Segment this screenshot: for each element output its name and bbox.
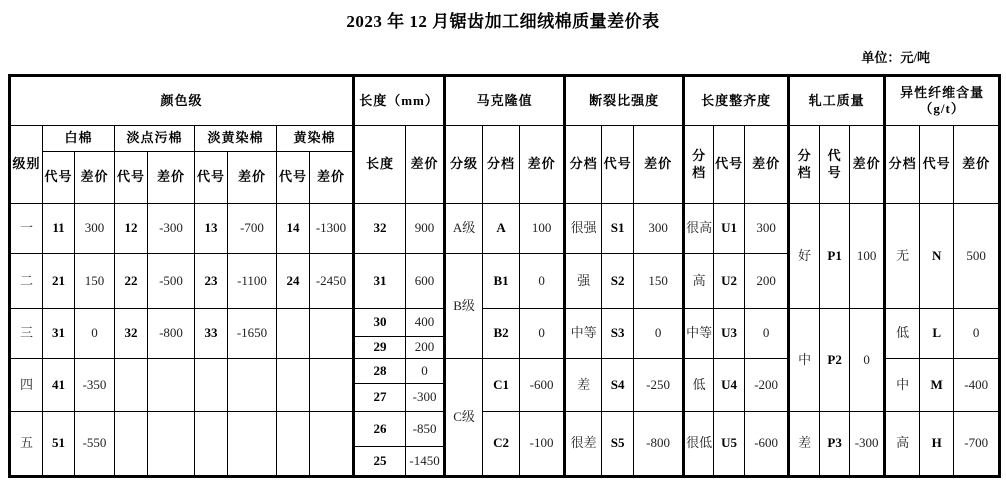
header-uniformity-diff: 差价 <box>745 126 789 204</box>
header-foreign-fiber-line1: 异性纤维含量 <box>900 84 985 100</box>
uniformity-tier-cell: 中等 <box>684 309 714 359</box>
spotted-code-cell <box>115 359 148 412</box>
length-diff-cell: 200 <box>406 337 445 359</box>
mic-class-cell: C级 <box>445 359 483 477</box>
foreign-tier-cell: 低 <box>885 309 920 359</box>
strength-tier-cell: 很强 <box>565 204 602 254</box>
spotted-code-cell: 12 <box>115 204 148 254</box>
header-yellow-cotton: 黄染棉 <box>277 126 354 152</box>
mic-tier-cell: C2 <box>483 412 520 477</box>
strength-code-cell: S5 <box>602 412 634 477</box>
light-yellow-diff-cell: -1650 <box>228 309 277 359</box>
ginning-code-cell: P2 <box>820 309 850 412</box>
yellow-diff-cell <box>310 359 354 412</box>
strength-diff-cell: 150 <box>634 254 684 309</box>
header-yellow-diff: 差价 <box>310 152 354 204</box>
yellow-code-cell: 14 <box>277 204 310 254</box>
header-ginning-diff: 差价 <box>850 126 885 204</box>
length-cell: 29 <box>354 337 406 359</box>
foreign-code-cell: L <box>920 309 954 359</box>
uniformity-code-cell: U2 <box>714 254 745 309</box>
grade-cell: 三 <box>10 309 43 359</box>
ginning-tier-cell: 中 <box>789 309 820 412</box>
mic-tier-cell: C1 <box>483 359 520 412</box>
foreign-code-cell: M <box>920 359 954 412</box>
length-cell: 26 <box>354 412 406 447</box>
foreign-tier-cell: 中 <box>885 359 920 412</box>
header-foreign-diff: 差价 <box>954 126 1000 204</box>
mic-tier-cell: B1 <box>483 254 520 309</box>
grade-cell: 一 <box>10 204 43 254</box>
length-diff-cell: 400 <box>406 309 445 337</box>
white-diff-cell: 0 <box>75 309 115 359</box>
yellow-code-cell <box>277 309 310 359</box>
uniformity-diff-cell: 0 <box>745 309 789 359</box>
header-grade: 级别 <box>10 126 43 204</box>
white-code-cell: 11 <box>43 204 75 254</box>
mic-class-cell: B级 <box>445 254 483 359</box>
white-code-cell: 31 <box>43 309 75 359</box>
spotted-diff-cell: -300 <box>148 204 195 254</box>
white-code-cell: 41 <box>43 359 75 412</box>
light-yellow-diff-cell: -1100 <box>228 254 277 309</box>
white-diff-cell: 300 <box>75 204 115 254</box>
foreign-diff-cell: -700 <box>954 412 1000 477</box>
strength-code-cell: S1 <box>602 204 634 254</box>
mic-tier-cell: A <box>483 204 520 254</box>
grade-cell: 二 <box>10 254 43 309</box>
header-strength-group: 断裂比强度 <box>565 76 684 126</box>
length-diff-cell: 0 <box>406 359 445 384</box>
spotted-code-cell: 32 <box>115 309 148 359</box>
uniformity-code-cell: U4 <box>714 359 745 412</box>
header-yellow-code: 代号 <box>277 152 310 204</box>
length-diff-cell: -300 <box>406 384 445 412</box>
header-ginning-tier: 分档 <box>789 126 820 204</box>
white-diff-cell: 150 <box>75 254 115 309</box>
header-uniformity-code: 代号 <box>714 126 745 204</box>
spotted-code-cell: 22 <box>115 254 148 309</box>
strength-diff-cell: 0 <box>634 309 684 359</box>
light-yellow-diff-cell <box>228 412 277 477</box>
spotted-diff-cell: -500 <box>148 254 195 309</box>
uniformity-diff-cell: -600 <box>745 412 789 477</box>
header-spotted-code: 代号 <box>115 152 148 204</box>
header-strength-code: 代号 <box>602 126 634 204</box>
header-foreign-fiber-group <box>885 76 1000 126</box>
strength-code-cell: S4 <box>602 359 634 412</box>
length-diff-cell: 900 <box>406 204 445 254</box>
header-length-diff: 差价 <box>406 126 445 204</box>
strength-tier-cell: 很差 <box>565 412 602 477</box>
ginning-diff-cell: 0 <box>850 309 885 412</box>
header-uniformity-tier: 分档 <box>684 126 714 204</box>
foreign-diff-cell: -400 <box>954 359 1000 412</box>
spotted-diff-cell <box>148 359 195 412</box>
header-uniformity-group: 长度整齐度 <box>684 76 789 126</box>
uniformity-code-cell: U1 <box>714 204 745 254</box>
length-diff-cell: -1450 <box>406 447 445 477</box>
length-diff-cell: 600 <box>406 254 445 309</box>
light-yellow-code-cell: 13 <box>195 204 228 254</box>
header-spotted-cotton: 淡点污棉 <box>115 126 195 152</box>
grade-cell: 四 <box>10 359 43 412</box>
mic-diff-cell: 0 <box>520 254 565 309</box>
spotted-diff-cell <box>148 412 195 477</box>
header-strength-diff: 差价 <box>634 126 684 204</box>
header-length: 长度 <box>354 126 406 204</box>
foreign-diff-cell: 0 <box>954 309 1000 359</box>
uniformity-tier-cell: 很高 <box>684 204 714 254</box>
uniformity-diff-cell: -200 <box>745 359 789 412</box>
yellow-diff-cell <box>310 412 354 477</box>
header-ginning-group: 轧工质量 <box>789 76 885 126</box>
uniformity-diff-cell: 300 <box>745 204 789 254</box>
strength-code-cell: S2 <box>602 254 634 309</box>
header-mic-diff: 差价 <box>520 126 565 204</box>
mic-diff-cell: -100 <box>520 412 565 477</box>
white-code-cell: 51 <box>43 412 75 477</box>
light-yellow-code-cell <box>195 412 228 477</box>
light-yellow-code-cell: 23 <box>195 254 228 309</box>
grade-cell: 五 <box>10 412 43 477</box>
white-code-cell: 21 <box>43 254 75 309</box>
strength-tier-cell: 中等 <box>565 309 602 359</box>
unit-label: 单位：元/吨 <box>861 50 930 65</box>
length-diff-cell: -850 <box>406 412 445 447</box>
ginning-code-cell: P1 <box>820 204 850 309</box>
mic-class-cell: A级 <box>445 204 483 254</box>
white-diff-cell: -350 <box>75 359 115 412</box>
ginning-tier-cell: 好 <box>789 204 820 309</box>
spotted-diff-cell: -800 <box>148 309 195 359</box>
uniformity-diff-cell: 200 <box>745 254 789 309</box>
header-foreign-tier: 分档 <box>885 126 920 204</box>
header-strength-tier: 分档 <box>565 126 602 204</box>
yellow-code-cell <box>277 412 310 477</box>
header-white-diff: 差价 <box>75 152 115 204</box>
strength-tier-cell: 强 <box>565 254 602 309</box>
length-cell: 30 <box>354 309 406 337</box>
header-spotted-diff: 差价 <box>148 152 195 204</box>
length-cell: 25 <box>354 447 406 477</box>
header-light-yellow-code: 代号 <box>195 152 228 204</box>
uniformity-code-cell: U5 <box>714 412 745 477</box>
header-white-code: 代号 <box>43 152 75 204</box>
strength-diff-cell: -800 <box>634 412 684 477</box>
header-foreign-code: 代号 <box>920 126 954 204</box>
header-color-grade-group: 颜色级 <box>10 76 354 126</box>
length-cell: 27 <box>354 384 406 412</box>
mic-diff-cell: 0 <box>520 309 565 359</box>
foreign-tier-cell: 高 <box>885 412 920 477</box>
foreign-code-cell: H <box>920 412 954 477</box>
header-mic-tier: 分档 <box>483 126 520 204</box>
white-diff-cell: -550 <box>75 412 115 477</box>
mic-diff-cell: 100 <box>520 204 565 254</box>
uniformity-tier-cell: 高 <box>684 254 714 309</box>
header-micronaire-group: 马克隆值 <box>445 76 565 126</box>
foreign-diff-cell: 500 <box>954 204 1000 309</box>
strength-diff-cell: 300 <box>634 204 684 254</box>
header-light-yellow-cotton: 淡黄染棉 <box>195 126 277 152</box>
ginning-code-cell: P3 <box>820 412 850 477</box>
header-light-yellow-diff: 差价 <box>228 152 277 204</box>
light-yellow-code-cell <box>195 359 228 412</box>
length-cell: 28 <box>354 359 406 384</box>
page-title: 2023 年 12 月锯齿加工细绒棉质量差价表 <box>346 12 660 31</box>
yellow-code-cell <box>277 359 310 412</box>
uniformity-tier-cell: 很低 <box>684 412 714 477</box>
header-mic-classify: 分级 <box>445 126 483 204</box>
uniformity-code-cell: U3 <box>714 309 745 359</box>
strength-tier-cell: 差 <box>565 359 602 412</box>
mic-diff-cell: -600 <box>520 359 565 412</box>
header-ginning-code: 代号 <box>820 126 850 204</box>
uniformity-tier-cell: 低 <box>684 359 714 412</box>
foreign-tier-cell: 无 <box>885 204 920 309</box>
length-cell: 32 <box>354 204 406 254</box>
light-yellow-diff-cell <box>228 359 277 412</box>
ginning-diff-cell: -300 <box>850 412 885 477</box>
foreign-code-cell: N <box>920 204 954 309</box>
price-difference-table <box>8 74 1001 478</box>
strength-diff-cell: -250 <box>634 359 684 412</box>
yellow-code-cell: 24 <box>277 254 310 309</box>
yellow-diff-cell: -1300 <box>310 204 354 254</box>
header-foreign-fiber-line2: （g/t） <box>919 101 965 116</box>
header-white-cotton: 白棉 <box>43 126 115 152</box>
ginning-diff-cell: 100 <box>850 204 885 309</box>
spotted-code-cell <box>115 412 148 477</box>
mic-tier-cell: B2 <box>483 309 520 359</box>
ginning-tier-cell: 差 <box>789 412 820 477</box>
light-yellow-diff-cell: -700 <box>228 204 277 254</box>
yellow-diff-cell <box>310 309 354 359</box>
light-yellow-code-cell: 33 <box>195 309 228 359</box>
yellow-diff-cell: -2450 <box>310 254 354 309</box>
header-length-group: 长度（mm） <box>354 76 445 126</box>
strength-code-cell: S3 <box>602 309 634 359</box>
length-cell: 31 <box>354 254 406 309</box>
